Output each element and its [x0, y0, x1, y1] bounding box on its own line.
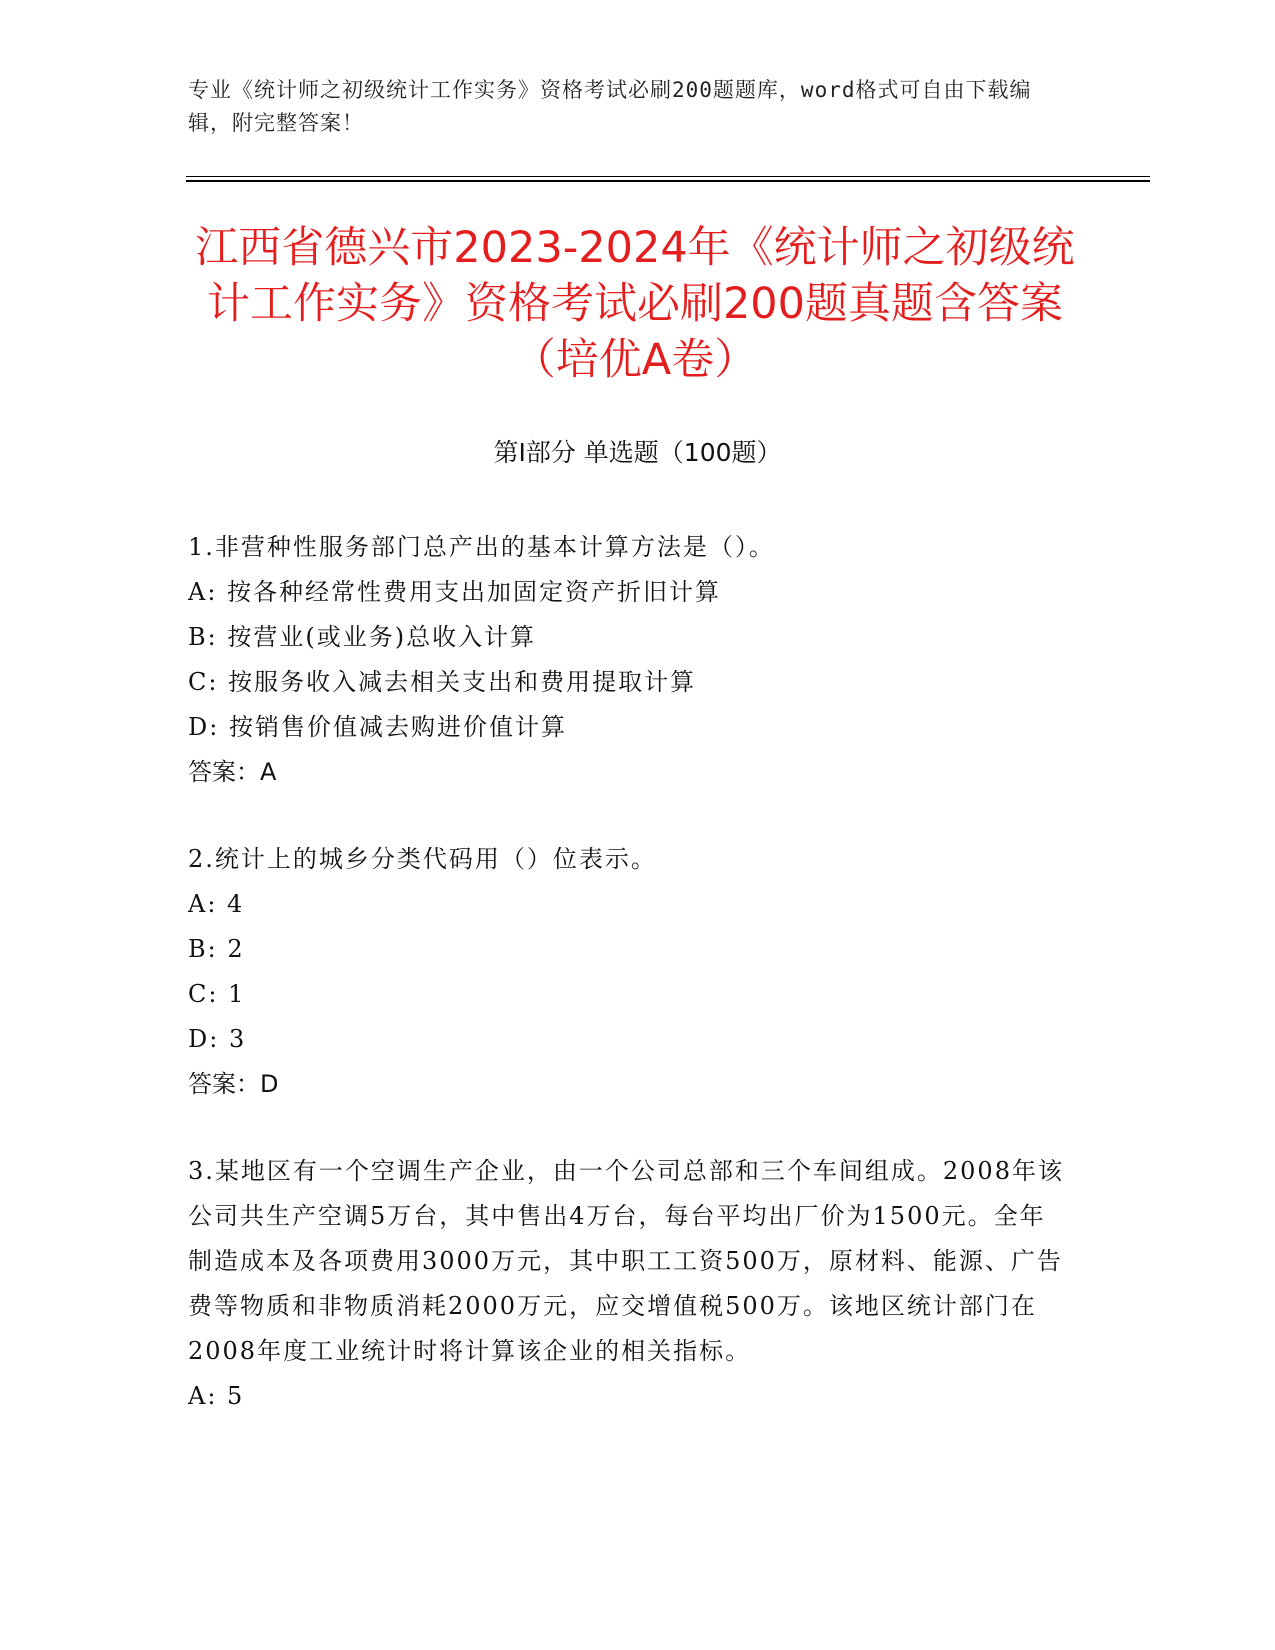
question-stem: 1.非营种性服务部门总产出的基本计算方法是（）。 [188, 533, 775, 561]
option-c: C: 按服务收入减去相关支出和费用提取计算 [188, 668, 697, 696]
question-stem: 3.某地区有一个空调生产企业，由一个公司总部和三个车间组成。2008年该公司共生产空调5万台，其中售出4万台，每台平均出厂价为1500元。全年制造成本及各项费用3000万元，其中职工工资500万，原材料、能源、广告费等物质和非物质消耗2000万元，应交增值税500万。该地区统计部门在2008年度工业统计时将计算该企业的相关指标。 [188, 1157, 1064, 1365]
question-1 [188, 525, 1070, 795]
question-2 [188, 837, 1070, 1107]
header-note: 专业《统计师之初级统计工作实务》资格考试必刷200题题库，word格式可自由下载编辑，附完整答案！ [188, 78, 1032, 135]
question-list [188, 525, 1070, 1461]
option-b: B: 按营业(或业务)总收入计算 [188, 623, 537, 651]
question-3 [188, 1149, 1070, 1419]
header-divider-thick [186, 180, 1150, 182]
answer-line: 答案：D [188, 1070, 279, 1098]
section-heading: 第Ⅰ部分 单选题（100题） [493, 438, 782, 467]
option-b: B: 2 [188, 935, 245, 963]
option-a: A: 5 [188, 1382, 245, 1410]
option-c: C: 1 [188, 980, 246, 1008]
document-title: 江西省德兴市2023-2024年《统计师之初级统计工作实务》资格考试必刷200题真题含答案（培优A卷） [195, 223, 1075, 385]
option-d: D: 按销售价值减去购进价值计算 [188, 713, 567, 741]
question-stem: 2.统计上的城乡分类代码用（）位表示。 [188, 845, 657, 873]
option-a: A: 4 [188, 890, 245, 918]
header-divider-thin [186, 176, 1150, 177]
answer-line: 答案：A [188, 758, 277, 786]
option-d: D: 3 [188, 1025, 247, 1053]
option-a: A: 按各种经常性费用支出加固定资产折旧计算 [188, 578, 722, 606]
